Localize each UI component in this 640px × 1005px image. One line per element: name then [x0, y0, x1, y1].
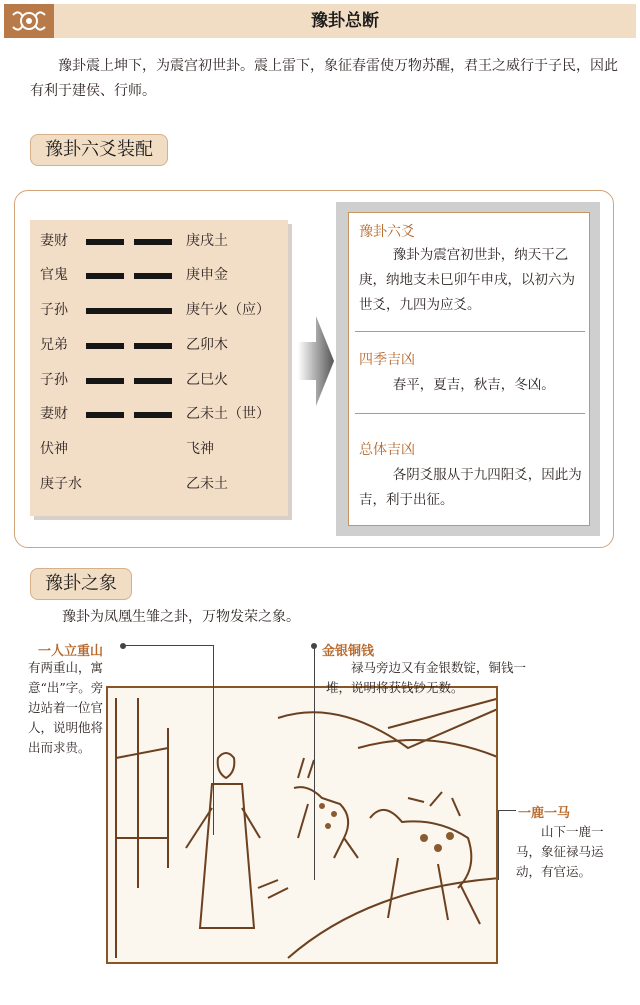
- yin-line: [86, 343, 124, 349]
- yao-left-label: 庚子水: [40, 476, 82, 492]
- yao-right-label: 庚午火（应）: [186, 302, 270, 318]
- info-title-yao: 豫卦六爻: [359, 224, 415, 240]
- yao-row: [30, 224, 288, 258]
- callout-text-person: 有两重山，寓意“出”字。旁边站着一位官人，说明他将出而求贵。: [28, 660, 104, 755]
- divider: [355, 331, 585, 332]
- yao-left-label: 妻财: [40, 406, 68, 422]
- yao-left-label: 妻财: [40, 233, 68, 249]
- yin-line: [86, 378, 124, 384]
- yin-line: [134, 343, 172, 349]
- leader-line: [124, 645, 214, 646]
- yao-right-label: 乙未土: [186, 476, 228, 492]
- yin-line: [86, 412, 124, 418]
- yao-panel: [30, 220, 288, 516]
- yao-left-label: 兄弟: [40, 337, 68, 353]
- leader-line: [498, 810, 516, 811]
- info-panel-inner: [348, 212, 590, 526]
- info-text-overall: 各阴爻服从于九四阳爻，因此为吉，利于出征。: [359, 467, 582, 508]
- yao-left-label: 伏神: [40, 441, 68, 457]
- yao-row: [30, 432, 288, 466]
- image-caption: 豫卦为凤凰生雏之卦，万物发荣之象。: [62, 609, 300, 625]
- callout-title-person: 一人立重山: [38, 644, 104, 659]
- yao-right-label: 庚申金: [186, 267, 228, 283]
- right-arrow-icon: [298, 316, 334, 406]
- info-panel: [336, 202, 600, 536]
- callout-text-deer-horse: 山下一鹿一马，象征禄马运动，有官运。: [516, 824, 604, 879]
- yao-row: [30, 363, 288, 397]
- woodcut-illustration: [106, 686, 498, 964]
- yao-row: [30, 258, 288, 292]
- yang-line: [86, 308, 172, 314]
- yao-row: [30, 467, 288, 501]
- info-title-overall: 总体吉凶: [359, 442, 415, 458]
- leader-line: [314, 648, 315, 880]
- info-text-season: 春平，夏吉，秋吉，冬凶。: [392, 377, 555, 393]
- callout-title-money: 金银铜钱: [322, 644, 375, 659]
- yin-line: [86, 273, 124, 279]
- yao-row: [30, 397, 288, 431]
- yao-right-label: 飞神: [186, 441, 214, 457]
- divider: [355, 413, 585, 414]
- callout-title-deer-horse: 一鹿一马: [518, 806, 571, 821]
- yao-left-label: 子孙: [40, 302, 68, 318]
- yin-line: [134, 239, 172, 245]
- leader-line: [498, 810, 499, 880]
- section-title-yao: 豫卦六爻装配: [30, 134, 168, 166]
- leader-line: [213, 645, 214, 835]
- yao-right-label: 乙未土（世）: [186, 406, 270, 422]
- section-title-image: 豫卦之象: [30, 568, 132, 600]
- intro-paragraph: 豫卦震上坤下，为震宫初世卦。震上雷下，象征春雷使万物苏醒，君王之威行于子民，因此有利于建侯、行师。: [30, 58, 618, 99]
- yao-right-label: 乙巳火: [186, 372, 228, 388]
- yin-line: [86, 239, 124, 245]
- yao-row: [30, 293, 288, 327]
- yao-left-label: 官鬼: [40, 267, 68, 283]
- callout-text-money: 禄马旁边又有金银数锭，铜钱一堆，说明将获钱钞无数。: [326, 660, 527, 695]
- info-title-season: 四季吉凶: [359, 352, 415, 368]
- yao-right-label: 乙卯木: [186, 337, 228, 353]
- info-text-yao: 豫卦为震宫初世卦，纳天干乙庚，纳地支未巳卯午申戌，以初六为世爻，九四为应爻。: [359, 247, 575, 313]
- yin-line: [134, 412, 172, 418]
- yin-line: [134, 378, 172, 384]
- bird-emblem-icon: [4, 4, 54, 38]
- yao-right-label: 庚戌土: [186, 233, 228, 249]
- yin-line: [134, 273, 172, 279]
- page-header: [4, 4, 636, 38]
- page-title: 豫卦总断: [311, 11, 379, 31]
- yao-row: [30, 328, 288, 362]
- yao-left-label: 子孙: [40, 372, 68, 388]
- leader-dot: [120, 643, 126, 649]
